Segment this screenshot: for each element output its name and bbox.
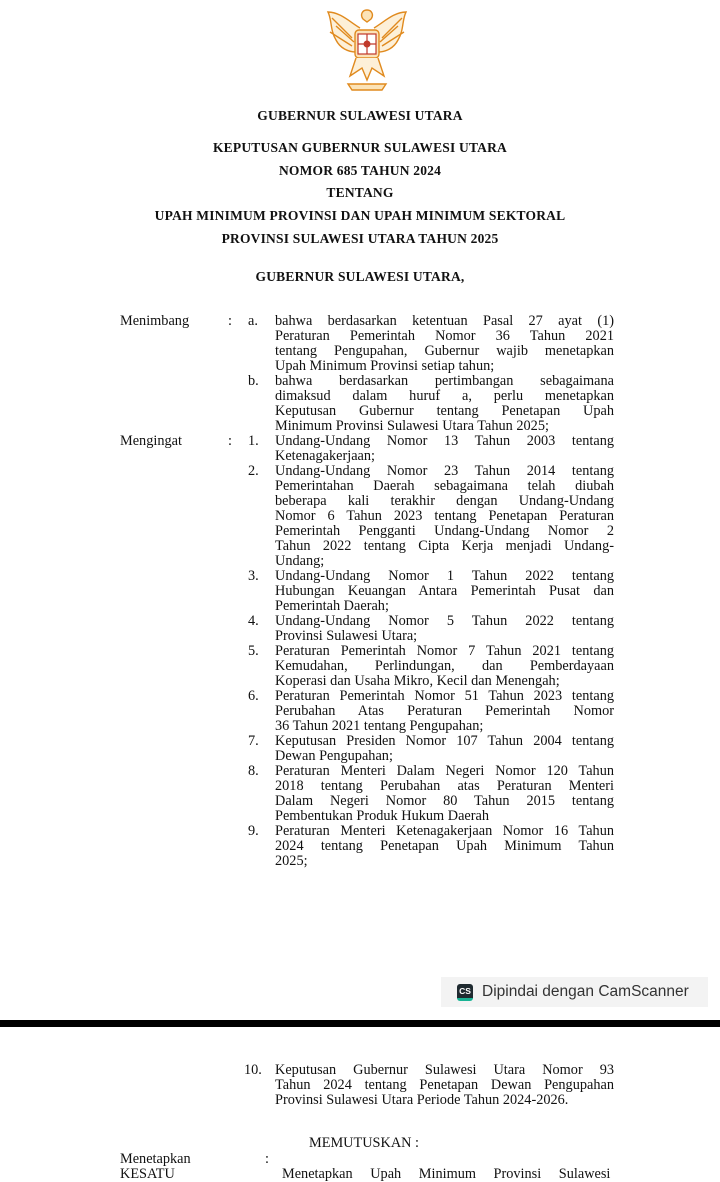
mengingat-colon: : [228,433,232,449]
item-text-line: Upah Minimum Provinsi setiap tahun; [275,358,495,374]
item-text-line: Dewan Pengupahan; [275,748,393,764]
item-text-line: Koperasi dan Usaha Mikro, Kecil dan Menengah; [275,673,560,689]
item-text-line: Dalam Negeri Nomor 80 Tahun 2015 tentang [275,793,614,809]
item-text-line: Peraturan Menteri Ketenagakerjaan Nomor 16 Tahun [275,823,614,839]
item-text-line: Pemerintahan Daerah sebagaimana telah diubah [275,478,614,494]
item-text-line: Nomor 6 Tahun 2023 tentang Penetapan Peraturan [275,508,614,524]
camscanner-label: Dipindai dengan CamScanner [482,983,689,1000]
kesatu-text: Menetapkan Upah Minimum Provinsi Sulawesi [282,1166,611,1182]
item-marker: 7. [248,733,259,749]
issuer-heading: GUBERNUR SULAWESI UTARA [257,108,463,123]
item-text [275,1063,614,1108]
item-text-line: 36 Tahun 2021 tentang Pengupahan; [275,718,484,734]
item-marker: 4. [248,613,259,629]
item-text-line: tentang Pengupahan, Gubernur wajib menetapkan [275,343,614,359]
item-marker: 5. [248,643,259,659]
item-text-line: Hubungan Keuangan Antara Pemerintah Pusat dan [275,583,614,599]
item-text-line: Undang-Undang Nomor 5 Tahun 2022 tentang [275,613,614,629]
item-text-line: Undang; [275,553,325,569]
item-text-line: Undang-Undang Nomor 1 Tahun 2022 tentang [275,568,614,584]
menimbang-colon: : [228,313,232,329]
item-text [275,614,614,644]
menetapkan-label: Menetapkan [120,1151,191,1167]
item-text [275,734,614,764]
item-text-line: dimaksud dalam huruf a, perlu menetapkan [275,388,614,404]
document-page-2 [0,1027,720,1182]
item-text-line: bahwa berdasarkan ketentuan Pasal 27 ayat (1) [275,313,614,329]
item-text-line: Ketenagakerjaan; [275,448,376,464]
item-marker: 3. [248,568,259,584]
item-marker: 10. [244,1062,262,1078]
item-text [275,314,614,374]
item-text-line: Undang-Undang Nomor 13 Tahun 2003 tentang [275,433,614,449]
item-text-line: Peraturan Pemerintah Nomor 7 Tahun 2021 tentang [275,643,614,659]
kesatu-label: KESATU [120,1166,175,1182]
item-marker: 9. [248,823,259,839]
item-marker: 2. [248,463,259,479]
item-text [275,569,614,614]
item-marker: 8. [248,763,259,779]
item-text-line: Peraturan Pemerintah Nomor 36 Tahun 2021 [275,328,614,344]
item-text-line: bahwa berdasarkan pertimbangan sebagaimana [275,373,614,389]
item-text-line: 2024 tentang Penetapan Upah Minimum Tahun [275,838,614,854]
item-text [275,689,614,734]
item-text-line: Provinsi Sulawesi Utara Periode Tahun 2024-2026. [275,1092,569,1108]
menimbang-label: Menimbang [120,313,190,329]
item-text [275,434,614,464]
subject-line-1: UPAH MINIMUM PROVINSI DAN UPAH MINIMUM SEKTORAL [154,208,566,223]
about-heading: TENTANG [326,185,394,200]
item-text-line: 2018 tentang Perubahan atas Peraturan Menteri [275,778,614,794]
item-text-line: Minimum Provinsi Sulawesi Utara Tahun 2025; [275,418,549,434]
item-text [275,374,614,434]
salutation: GUBERNUR SULAWESI UTARA, [255,269,465,284]
item-text-line: Kemudahan, Perlindungan, dan Pemberdayaan [275,658,614,674]
item-text-line: Keputusan Presiden Nomor 107 Tahun 2004 tentang [275,733,614,749]
mengingat-label: Mengingat [120,433,182,449]
item-text-line: Tahun 2022 tentang Cipta Kerja menjadi Undang- [275,538,614,554]
item-text-line: Pemerintah Daerah; [275,598,389,614]
item-text [275,644,614,689]
item-text-line: 2025; [275,853,308,869]
item-text [275,764,614,824]
item-text [275,824,614,869]
item-text-line: Keputusan Gubernur Sulawesi Utara Nomor 93 [275,1062,614,1078]
item-marker: a. [248,313,258,329]
item-marker: 6. [248,688,259,704]
page-separator [0,1020,720,1027]
item-text-line: Provinsi Sulawesi Utara; [275,628,418,644]
item-text-line: Undang-Undang Nomor 23 Tahun 2014 tentang [275,463,614,479]
memutuskan-heading: MEMUTUSKAN : [309,1135,420,1151]
item-text-line: Perubahan Atas Peraturan Pemerintah Nomor [275,703,614,719]
camscanner-watermark [441,977,708,1007]
item-text-line: Tahun 2024 tentang Penetapan Dewan Pengupahan [275,1077,614,1093]
item-marker: b. [248,373,259,389]
item-text-line: Peraturan Menteri Dalam Negeri Nomor 120 Tahun [275,763,614,779]
item-text-line: Peraturan Pemerintah Nomor 51 Tahun 2023 tentang [275,688,614,704]
decree-title: KEPUTUSAN GUBERNUR SULAWESI UTARA [212,140,508,155]
item-text-line: Pembentukan Produk Hukum Daerah [275,808,490,824]
decree-number: NOMOR 685 TAHUN 2024 [278,163,442,178]
garuda-emblem-icon [322,6,412,98]
item-text [275,464,614,569]
item-text-line: Pemerintah Pengganti Undang-Undang Nomor 2 [275,523,614,539]
camscanner-logo-icon: CS [457,984,473,1001]
item-marker: 1. [248,433,259,449]
item-text-line: beberapa kali terakhir dengan Undang-Undang [275,493,614,509]
menetapkan-colon: : [265,1151,269,1167]
subject-line-2: PROVINSI SULAWESI UTARA TAHUN 2025 [221,231,499,246]
item-text-line: Keputusan Gubernur tentang Penetapan Upah [275,403,614,419]
